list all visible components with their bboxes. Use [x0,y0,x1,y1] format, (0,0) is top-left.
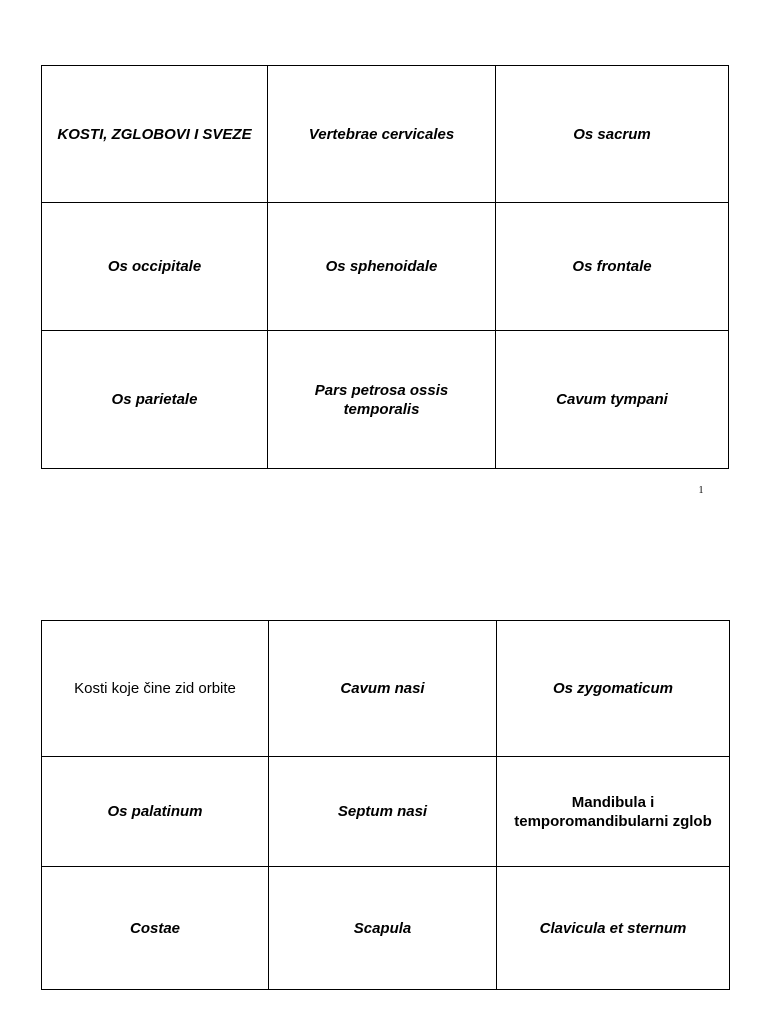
page-number: 1 [698,485,704,496]
table-row [42,331,729,469]
card-cell: Clavicula et sternum [497,867,730,990]
table-row [42,621,730,757]
card-cell: Pars petrosa ossis temporalis [268,331,496,469]
table-row [42,867,730,990]
card-cell: Os occipitale [42,203,268,331]
flashcard-table-1 [41,65,729,469]
card-cell: Os zygomaticum [497,621,730,757]
card-cell: Vertebrae cervicales [268,66,496,203]
table-row [42,757,730,867]
card-cell: Septum nasi [269,757,497,867]
card-cell: Mandibula i temporomandibularni zglob [497,757,730,867]
card-cell: Os frontale [496,203,729,331]
flashcard-table-2 [41,620,730,990]
table-row [42,203,729,331]
card-cell: Os sphenoidale [268,203,496,331]
card-cell: Costae [42,867,269,990]
card-cell: Cavum tympani [496,331,729,469]
card-cell: Os parietale [42,331,268,469]
card-cell: Scapula [269,867,497,990]
card-cell: Os palatinum [42,757,269,867]
card-cell: Cavum nasi [269,621,497,757]
card-cell: Os sacrum [496,66,729,203]
card-cell: Kosti koje čine zid orbite [42,621,269,757]
card-cell: KOSTI, ZGLOBOVI I SVEZE [42,66,268,203]
table-row [42,66,729,203]
